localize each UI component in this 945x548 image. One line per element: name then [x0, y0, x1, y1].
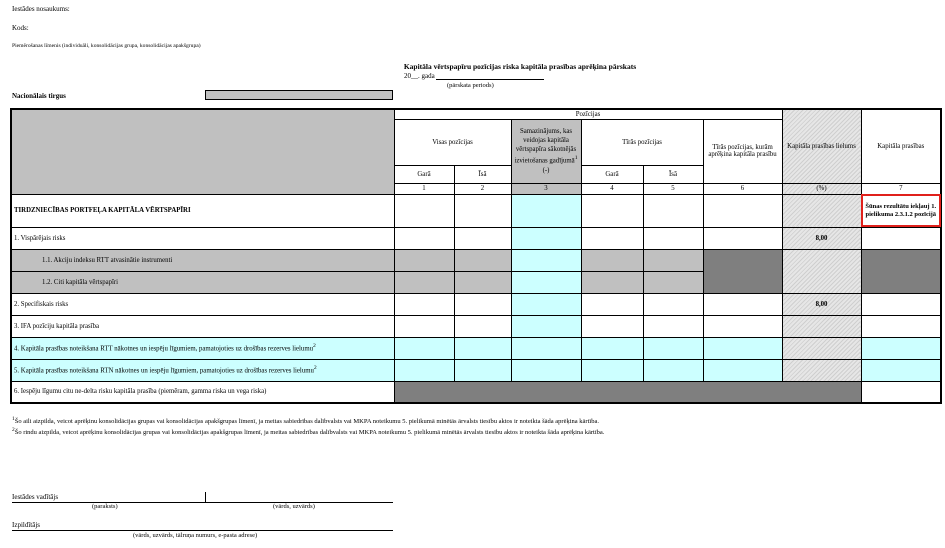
- cell[interactable]: [511, 315, 581, 337]
- cell: [782, 315, 861, 337]
- col-num-6: 6: [703, 183, 782, 194]
- signature-hint: (paraksts): [92, 503, 118, 510]
- cell[interactable]: [643, 271, 703, 293]
- group-header: Pozīcijas: [394, 109, 782, 119]
- col-long: Garā: [394, 165, 454, 183]
- year-text: 20__. gada: [404, 72, 435, 80]
- col-offset: [511, 119, 581, 183]
- cell[interactable]: [861, 293, 941, 315]
- specific-risk-rate: 8,00: [782, 293, 861, 315]
- head-signature-line[interactable]: [12, 502, 393, 503]
- cell[interactable]: [581, 293, 643, 315]
- row-ifa-requirement: 3. IFA pozīciju kapitāla prasība: [11, 315, 394, 337]
- cell[interactable]: [581, 227, 643, 249]
- cell[interactable]: [454, 359, 511, 381]
- table-row: [11, 315, 941, 337]
- cell[interactable]: [511, 337, 581, 359]
- national-market-label: Nacionālais tirgus: [12, 92, 66, 100]
- cell[interactable]: [643, 337, 703, 359]
- col-all-positions: Visas pozīcijas: [394, 119, 511, 165]
- cell[interactable]: [454, 271, 511, 293]
- cell: [782, 249, 861, 293]
- period-input-line[interactable]: [436, 73, 544, 80]
- row-rtn-sup: 2: [313, 365, 317, 372]
- row-index-instruments: 1.1. Akciju indeksu RTT atvasinātie instrumenti: [11, 249, 394, 271]
- row-specific-risk: 2. Specifiskais risks: [11, 293, 394, 315]
- cell[interactable]: [643, 227, 703, 249]
- cell[interactable]: [703, 315, 782, 337]
- col-requirement-rate-text: Kapitāla prasības lielums: [787, 142, 856, 150]
- table-row: [11, 381, 941, 403]
- cell[interactable]: [643, 249, 703, 271]
- col-net-short: Īsā: [643, 165, 703, 183]
- name-hint: (vārds, uzvārds): [273, 503, 315, 510]
- cell[interactable]: [454, 194, 511, 227]
- footnote-2-text: Šo rindu aizpilda, veicot aprēķinu konsolidācijas grupas vai konsolidācijas apakšgrupas līmenī, ja meitas sabiedrības dalībvalsts vai MKPA noteikumu 5. pielikumā minētās ārvalsts tiesību aktos ir noteikta šāda aprēķina kārtība.: [14, 429, 605, 437]
- row-rtn-requirement: [11, 359, 394, 381]
- cell[interactable]: [454, 337, 511, 359]
- cell[interactable]: [394, 194, 454, 227]
- cell[interactable]: [581, 337, 643, 359]
- cell[interactable]: [703, 359, 782, 381]
- note-box: Šūnas rezultātu iekļauj 1. pielikuma 2.3.1.2 pozīcijā: [861, 194, 941, 227]
- table-row: [11, 227, 941, 249]
- national-market-field[interactable]: [205, 90, 393, 100]
- row-general-risk: 1. Vispārējais risks: [11, 227, 394, 249]
- col-net-capital: Tīrās pozīcijas, kurām aprēķina kapitāla prasību: [703, 119, 782, 183]
- cell[interactable]: [861, 315, 941, 337]
- cell[interactable]: [394, 249, 454, 271]
- row-other-options: 6. Iespēju līgumu citu ne-delta risku kapitāla prasība (piemēram, gamma riska un vega riska): [11, 381, 394, 403]
- preparer-signature-line[interactable]: [12, 530, 393, 531]
- institution-name-label: Iestādes nosaukums:: [12, 5, 70, 13]
- row-rtt-requirement: [11, 337, 394, 359]
- header-label-cell: [11, 109, 394, 194]
- cell[interactable]: [861, 381, 941, 403]
- cell[interactable]: [511, 227, 581, 249]
- cell[interactable]: [394, 337, 454, 359]
- cell[interactable]: [511, 293, 581, 315]
- cell[interactable]: [643, 359, 703, 381]
- footnote-2: [12, 427, 932, 436]
- cell: [394, 381, 861, 403]
- row-other-equities: 1.2. Citi kapitāla vērtspapīri: [11, 271, 394, 293]
- row-trading-book: TIRDZNIECĪBAS PORTFEĻA KAPITĀLA VĒRTSPAPĪRI: [11, 194, 394, 227]
- col-num-3: 3: [511, 183, 581, 194]
- col-num-4: 4: [581, 183, 643, 194]
- col-offset-text: Samazinājums, kas veidojas kapitāla vērtspapīra sākotnējās izvietošanas gadījumā: [514, 128, 577, 165]
- application-level-label: Piemērošanas līmenis (individuāli, konsolidācijas grupa, konsolidācijas apakšgrupa): [12, 43, 201, 49]
- cell: [861, 249, 941, 293]
- cell[interactable]: [394, 315, 454, 337]
- footnote-1: [12, 416, 932, 425]
- cell[interactable]: [703, 293, 782, 315]
- cell[interactable]: [581, 315, 643, 337]
- general-risk-rate: 8,00: [782, 227, 861, 249]
- col-offset-suffix: (-): [542, 166, 550, 174]
- footnote-1-text: Šo aili aizpilda, veicot aprēķinu konsolidācijas grupas vai konsolidācijas apakšgrupas līmenī, ja meitas sabiedrības dalībvalsts vai MKPA noteikumu 5. pielikumā minētās ārvalsts tiesību aktos ir noteikta šāda aprēķina kārtība.: [14, 418, 599, 426]
- cell: [782, 194, 861, 227]
- cell[interactable]: [511, 194, 581, 227]
- cell[interactable]: [861, 227, 941, 249]
- table-row: [11, 359, 941, 381]
- cell[interactable]: [394, 359, 454, 381]
- cell[interactable]: [394, 271, 454, 293]
- report-title: Kapitāla vērtspapīru pozīcijas riska kapitāla prasības aprēķina pārskats: [403, 62, 637, 71]
- cell[interactable]: [643, 194, 703, 227]
- preparer-hint: (vārds, uzvārds, tālruņa numurs, e-pasta adrese): [133, 532, 258, 539]
- table-row: [11, 249, 941, 271]
- col-net-positions: Tīrās pozīcijas: [581, 119, 703, 165]
- row-rtt-sup: 2: [313, 343, 316, 350]
- cell[interactable]: [394, 293, 454, 315]
- cell[interactable]: [454, 249, 511, 271]
- cell[interactable]: [581, 249, 643, 271]
- col-num-5: 5: [643, 183, 703, 194]
- cell[interactable]: [454, 227, 511, 249]
- divider: [205, 492, 206, 502]
- col-requirement-rate: [782, 109, 861, 183]
- preparer-label: Izpildītājs: [12, 521, 40, 529]
- col-requirement-rate-unit: (%): [782, 183, 861, 194]
- col-capital-requirement: Kapitāla prasības: [861, 109, 941, 183]
- col-num-1: 1: [394, 183, 454, 194]
- row-rtn-text: 5. Kapitāla prasības noteikšana RTN nākotnes un iespēju līgumiem, pamatojoties uz drošības rezerves lielumu: [14, 367, 314, 375]
- head-label: Iestādes vadītājs: [12, 493, 59, 501]
- cell[interactable]: [454, 293, 511, 315]
- cell[interactable]: [394, 227, 454, 249]
- year-line: [404, 72, 544, 80]
- cell[interactable]: [581, 271, 643, 293]
- code-label: Kods:: [12, 24, 29, 32]
- col-short: Īsā: [454, 165, 511, 183]
- cell[interactable]: [643, 293, 703, 315]
- cell[interactable]: [454, 315, 511, 337]
- cell[interactable]: [581, 194, 643, 227]
- footnote-1-sup: 1: [12, 416, 15, 422]
- cell[interactable]: [581, 359, 643, 381]
- cell[interactable]: [703, 194, 782, 227]
- period-label: (pārskata periods): [447, 82, 494, 89]
- footnote-2-sup: 2: [12, 427, 15, 433]
- cell: [703, 249, 782, 293]
- cell: [782, 337, 861, 359]
- table-row: [11, 194, 941, 227]
- cell[interactable]: [861, 337, 941, 359]
- row-rtt-text: 4. Kapitāla prasības noteikšana RTT nākotnes un iespēju līgumiem, pamatojoties uz drošības rezerves lielumu: [14, 345, 314, 353]
- col-num-7: 7: [861, 183, 941, 194]
- cell[interactable]: [511, 271, 581, 293]
- table-row: [11, 293, 941, 315]
- cell[interactable]: [861, 359, 941, 381]
- table-row: [11, 337, 941, 359]
- cell: [782, 359, 861, 381]
- col-num-2: 2: [454, 183, 511, 194]
- col-offset-sup: 1: [574, 155, 578, 162]
- cell[interactable]: [511, 249, 581, 271]
- cell[interactable]: [511, 359, 581, 381]
- capital-requirement-table: [10, 108, 942, 404]
- col-net-long: Garā: [581, 165, 643, 183]
- cell[interactable]: [703, 337, 782, 359]
- cell[interactable]: [703, 227, 782, 249]
- cell[interactable]: [643, 315, 703, 337]
